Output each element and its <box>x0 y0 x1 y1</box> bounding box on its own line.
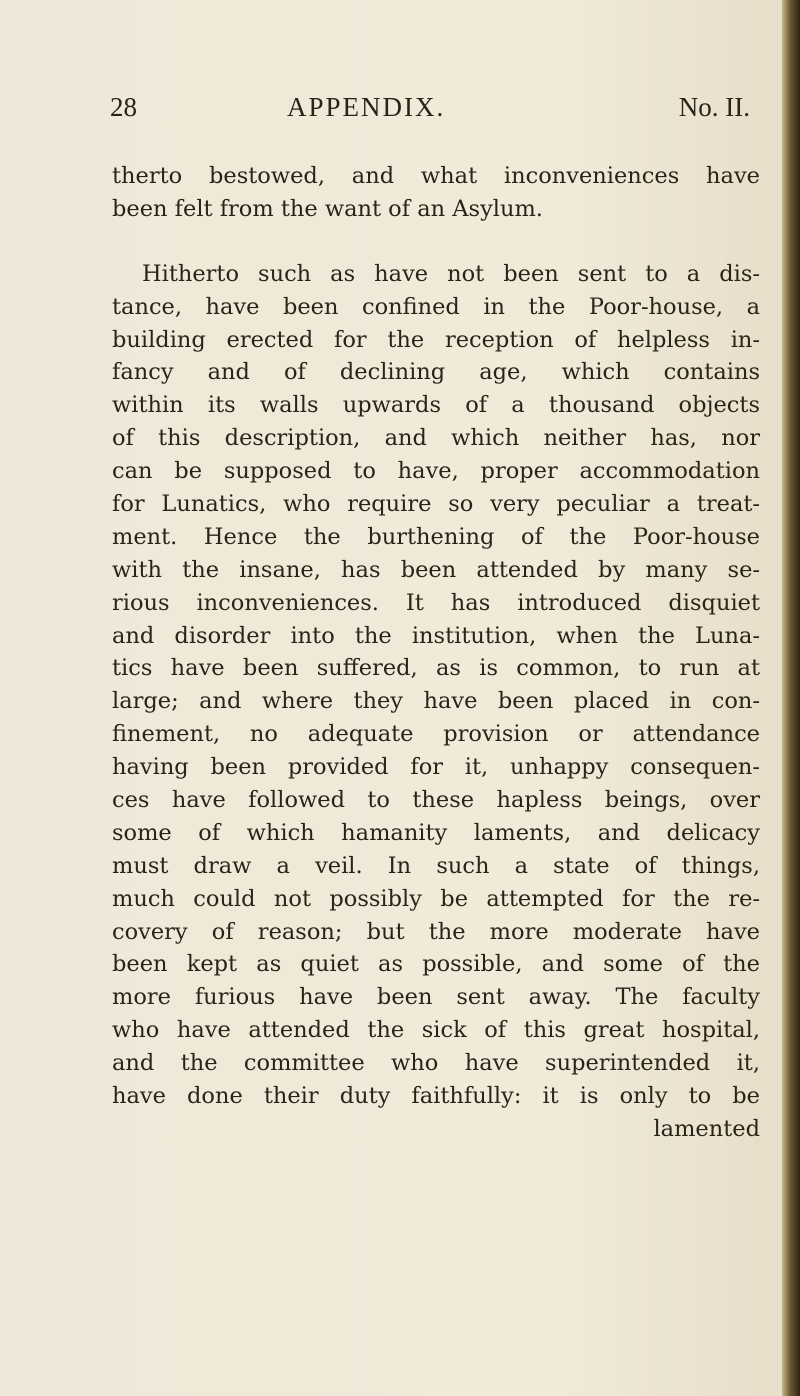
text-line: more furious have been sent away. The faculty <box>112 984 760 1011</box>
text-line: have done their duty faithfully: it is only to be <box>112 1083 760 1110</box>
text-line: Hitherto such as have not been sent to a dis- <box>142 260 760 287</box>
text-line: ment. Hence the burthening of the Poor-house <box>112 523 760 550</box>
text-line: finement, no adequate provision or attendance <box>112 721 760 748</box>
text-line: of this description, and which neither has, nor <box>112 425 760 452</box>
text-line: large; and where they have been placed in con- <box>112 688 760 715</box>
text-line: ces have followed to these hapless beings, over <box>112 787 760 814</box>
text-line: much could not possibly be attempted for the re- <box>112 885 760 912</box>
running-title: APPENDIX. <box>287 92 446 122</box>
paragraph-gap <box>112 226 760 258</box>
text-line: building erected for the reception of helpless in- <box>112 326 760 353</box>
text-line: some of which hamanity laments, and delicacy <box>112 819 760 846</box>
text-line: fancy and of declining age, which contains <box>112 359 760 386</box>
text-line: with the insane, has been attended by many se- <box>112 556 760 583</box>
text-line: been felt from the want of an Asylum. <box>112 195 543 222</box>
text-line: and the committee who have superintended it, <box>112 1050 760 1077</box>
text-line: and disorder into the institution, when the Luna- <box>112 622 760 649</box>
text-line: rious inconveniences. It has introduced disquiet <box>112 589 760 616</box>
text-line: therto bestowed, and what inconveniences have <box>112 163 760 189</box>
text-line: within its walls upwards of a thousand objects <box>112 392 760 419</box>
page-header <box>110 92 750 132</box>
text-line: tics have been suffered, as is common, to run at <box>112 655 760 682</box>
text-line: been kept as quiet as possible, and some of the <box>112 951 760 978</box>
paragraph-1 <box>112 160 760 226</box>
text-line: can be supposed to have, proper accommodation <box>112 458 760 485</box>
page-edge-shadow <box>782 0 800 1396</box>
text-line: must draw a veil. In such a state of things, <box>112 852 760 879</box>
catchword: lamented <box>653 1115 760 1142</box>
text-line: who have attended the sick of this great hospital, <box>112 1017 760 1044</box>
text-line: covery of reason; but the more moderate have <box>112 918 760 945</box>
text-line: for Lunatics, who require so very peculiar a treat- <box>112 491 760 518</box>
text-line: tance, have been confined in the Poor-house, a <box>112 293 760 320</box>
page-number: 28 <box>110 92 137 122</box>
paragraph-2 <box>112 258 760 1146</box>
text-line: having been provided for it, unhappy consequen- <box>112 754 760 781</box>
section-number: No. II. <box>678 92 750 122</box>
body-text <box>112 160 760 1146</box>
